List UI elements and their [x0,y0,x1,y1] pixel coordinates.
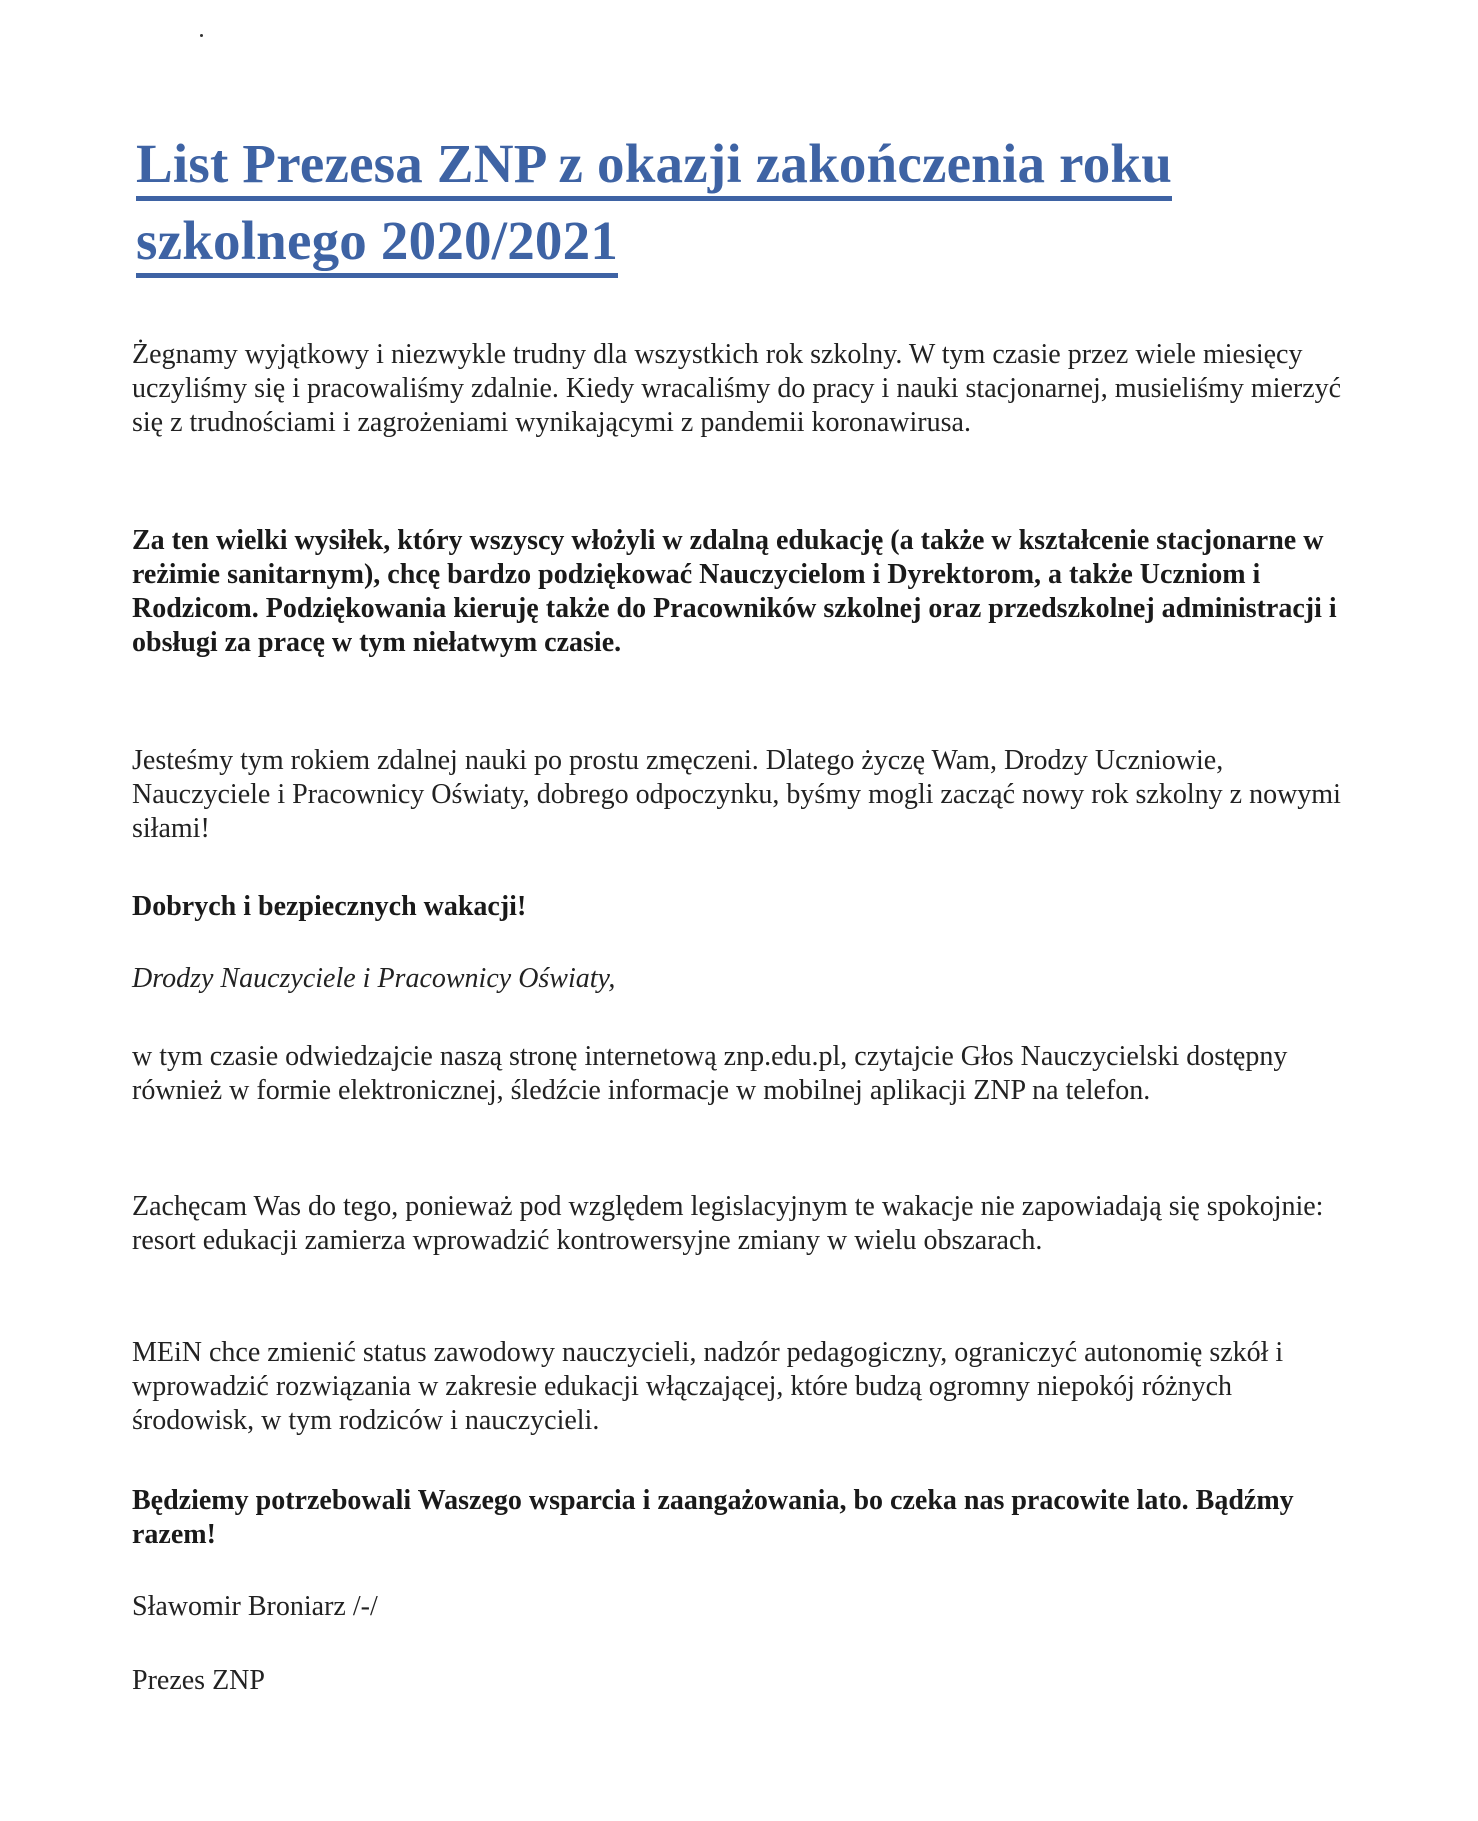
paragraph-support: Będziemy potrzebowali Waszego wsparcia i zaangażowania, bo czeka nas pracowite lato. Bądźmy razem! [132,1485,1294,1550]
signature-name: Sławomir Broniarz /-/ [132,1591,378,1622]
paragraph-farewell: Żegnamy wyjątkowy i niezwykle trudny dla wszystkich rok szkolny. W tym czasie przez wiele miesięcy uczyliśmy się i pracowaliśmy zdalnie. Kiedy wracaliśmy do pracy i nauki stacjonarnej, musieliśmy mierzyć się z trudnościami i zagrożeniami wynikającymi z pandemii koronawirusa. [132,339,1342,438]
paragraph-rest-wishes: Jesteśmy tym rokiem zdalnej nauki po prostu zmęczeni. Dlatego życzę Wam, Drodzy Uczniowie, Nauczyciele i Pracownicy Oświaty, dobrego odpoczynku, byśmy mogli zacząć nowy rok szkolny z nowymi siłami! [132,745,1341,844]
paragraph-holiday-wish: Dobrych i bezpiecznych wakacji! [132,891,527,922]
title-line-1: List Prezesa ZNP z okazji zakończenia roku [136,132,1172,201]
letter-title [136,128,1356,282]
paragraph-salutation: Drodzy Nauczyciele i Pracownicy Oświaty, [132,963,616,994]
paragraph-thanks: Za ten wielki wysiłek, który wszyscy włożyli w zdalną edukację (a także w kształcenie stacjonarne w reżimie sanitarnym), chcę bardzo podziękować Nauczycielom i Dyrektorom, a także Uczniom i Rodzicom. Podziękowania kieruję także do Pracowników szkolnej oraz przedszkolnej administracji i obsługi za pracę w tym niełatwym czasie. [132,525,1337,658]
paragraph-mein: MEiN chce zmienić status zawodowy nauczycieli, nadzór pedagogiczny, ograniczyć autonomię szkół i wprowadzić rozwiązania w zakresie edukacji włączającej, które budzą ogromny niepokój różnych środowisk, w tym rodziców i nauczycieli. [132,1337,1284,1436]
paragraph-legislation: Zachęcam Was do tego, ponieważ pod względem legislacyjnym te wakacje nie zapowiadają się spokojnie: resort edukacji zamierza wprowadzić kontrowersyjne zmiany w wielu obszarach. [132,1191,1324,1256]
paragraph-website: w tym czasie odwiedzajcie naszą stronę internetową znp.edu.pl, czytajcie Głos Nauczycielski dostępny również w formie elektronicznej, śledźcie informacje w mobilnej aplikacji ZNP na telefon. [132,1041,1288,1106]
scan-speck [200,34,203,37]
signature-role: Prezes ZNP [132,1665,265,1696]
title-line-2: szkolnego 2020/2021 [136,209,618,278]
